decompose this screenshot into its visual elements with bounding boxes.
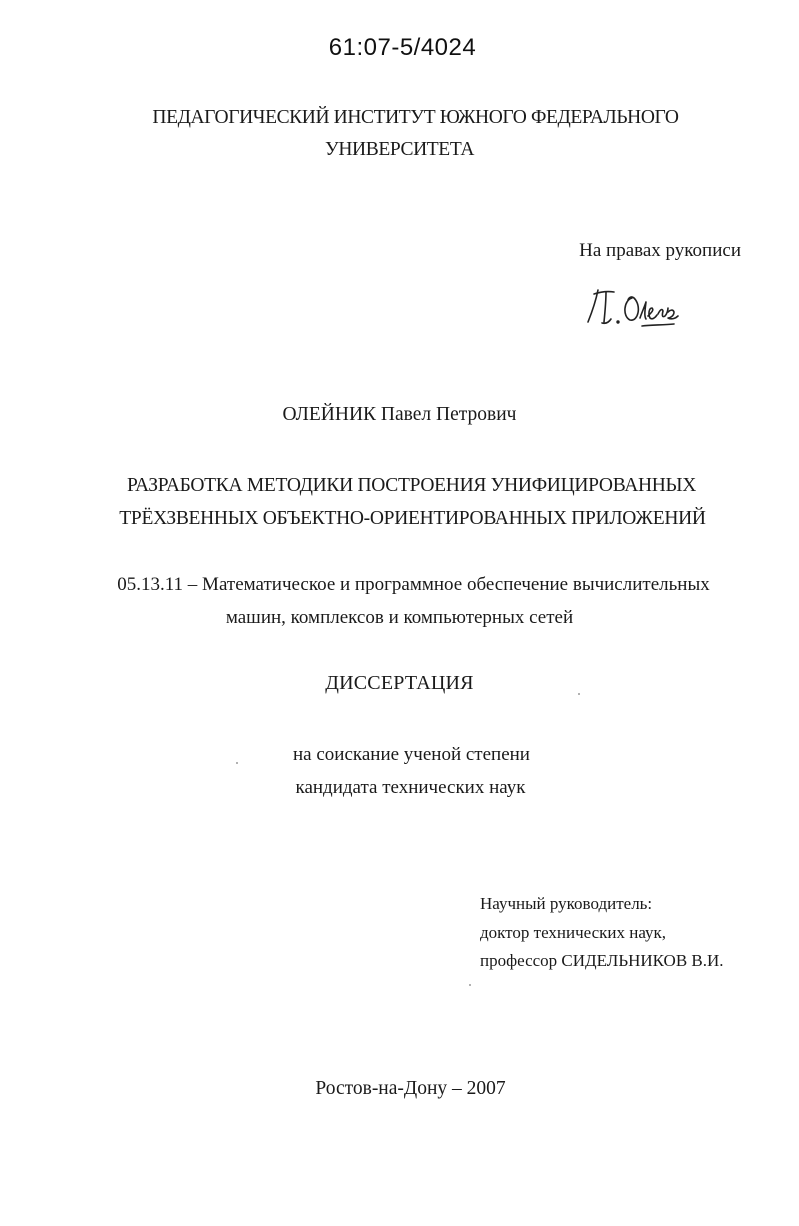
institution-line-1: ПЕДАГОГИЧЕСКИЙ ИНСТИТУТ ЮЖНОГО ФЕДЕРАЛЬНОГО: [152, 107, 679, 128]
manuscript-notice: На правах рукописи: [579, 240, 741, 261]
supervisor-degree: доктор технических наук,: [480, 923, 667, 942]
institution-line-2: УНИВЕРСИТЕТА: [324, 139, 475, 160]
degree-purpose-line-2: кандидата технических наук: [295, 777, 526, 798]
place-and-year: Ростов-на-Дону – 2007: [315, 1078, 506, 1099]
catalog-stamp: 61:07-5/4024: [328, 34, 477, 61]
specialty-line-1: 05.13.11 – Математическое и программное обеспечение вычислительных: [117, 574, 710, 595]
author-signature: [582, 282, 682, 330]
document-type: ДИССЕРТАЦИЯ: [325, 672, 474, 694]
scan-speck: [469, 984, 471, 986]
scan-speck: [236, 762, 238, 764]
thesis-title-line-2: ТРЁХЗВЕННЫХ ОБЪЕКТНО-ОРИЕНТИРОВАННЫХ ПРИЛОЖЕНИЙ: [119, 508, 706, 529]
supervisor-name: профессор СИДЕЛЬНИКОВ В.И.: [480, 951, 724, 970]
scan-speck: [578, 693, 580, 695]
thesis-title-line-1: РАЗРАБОТКА МЕТОДИКИ ПОСТРОЕНИЯ УНИФИЦИРОВАННЫХ: [126, 475, 697, 496]
specialty-line-2: машин, комплексов и компьютерных сетей: [225, 607, 574, 628]
degree-purpose-line-1: на соискание ученой степени: [293, 744, 530, 765]
author-name: ОЛЕЙНИК Павел Петрович: [282, 404, 517, 425]
supervisor-label: Научный руководитель:: [480, 894, 653, 913]
